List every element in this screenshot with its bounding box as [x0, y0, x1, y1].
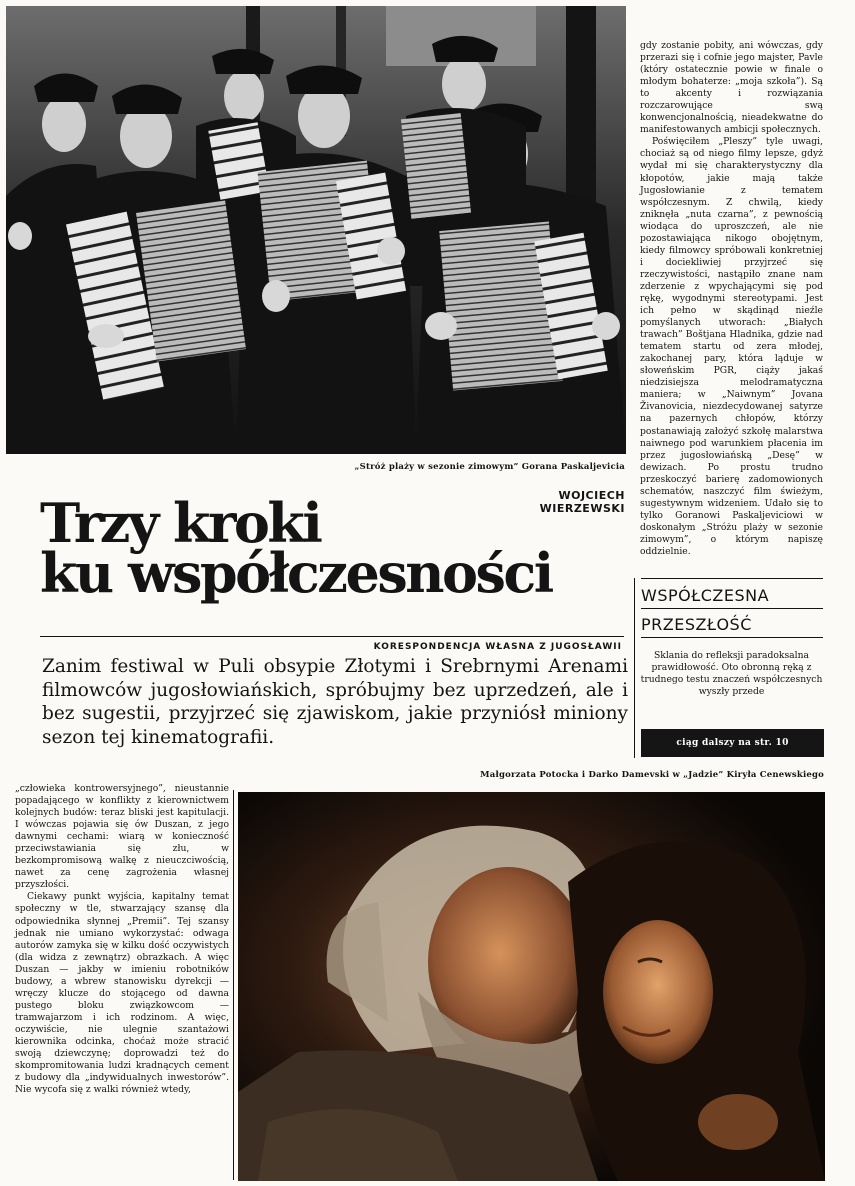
photo-accordion-players: [6, 6, 626, 454]
aside-mid-rule: [641, 608, 823, 609]
left-paragraph-1: „człowieka kontrowersyjnego”, nieustannie popadającego w konflikty z kierownictwem kolejnych budów: teraz bliski jest kapitulacji. I wówczas pojawia się ów Duszan, z jego dawnymi cechami: wiarą w konieczność przeciwstawiania się złu, w bezkompromisową walkę z nieuczciwością, nawet za cenę zagrożenia własnej przyszłości.: [15, 783, 229, 891]
aside-vertical-rule: [634, 578, 635, 758]
photo-top-caption: „Stróż plaży w sezonie zimowym” Gorana Paskaljevicia: [354, 462, 625, 472]
right-paragraph-1: gdy zostanie pobity, ani wówczas, gdy przerazi się i cofnie jego majster, Pavle (który ostatecznie powie w finale o młodym bohaterze: „moja szkoła”). Są to akcenty i rozwiązania rozczarowujące swą konwencjonalnością, nieadekwatne do manifestowanych ambicji społecznych.: [640, 40, 823, 136]
author-first-name: WOJCIECH: [558, 489, 625, 502]
aside-top-rule: [641, 578, 823, 579]
aside-title-line-1: WSPÓŁCZESNA: [641, 586, 770, 605]
right-paragraph-2: Poświęciłem „Pleszy” tyle uwagi, chociaż są od niego filmy lepsze, gdyż wydał mi się charakterystyczny dla kłopotów, jakie mają także Jugosłowianie z tematem współczesnym. Z chwilą, kiedy zniknęła „nuta czarna”, z pewnością wiodąca do uproszczeń, ale nie pozostawiająca nikogo obojętnym, kiedy filmowcy spróbowali konkretniej i dociekliwiej przyjrzeć się rzeczywistości, nastąpiło znane nam zderzenie z wpychającymi się pod rękę, wygodnymi stereotypami. Jest ich pełno w skądinąd nieźle pomyślanych utworach: „Białych trawach” Boštjana Hladnika, gdzie nad tematem startu od zera młodej, zakochanej pary, która ląduje w słoweńskim PGR, ciąży jakaś niedzisiejsza melodramatyczna maniera; w „Naiwnym” Jovana Živanovicia, niezdecydowanej satyrze na pazernych chłopów, którzy postanawiają założyć szkołę malarstwa naiwnego pod warunkiem płacenia im przez jugosłowiańską „Desę” w dewizach. Po prostu trudno przeskoczyć barierę zadomowionych schematów, naszczyć film świeżym, sugestywnym widzeniem. Udało się to tylko Goranowi Paskaljeviciowi w doskonałym „Stróżu plaży w sezonie zimowym”, o którym napiszę oddzielnie.: [640, 136, 823, 557]
headline-line-1: Trzy kroki: [40, 491, 321, 555]
photo-couple: [238, 792, 825, 1181]
lead-paragraph: Zanim festiwal w Puli obsypie Złotymi i Srebrnymi Arenami filmowców jugosłowiańskich, spróbujmy bez uprzedzeń, ale i bez sugestii, przyjrzeć się zjawiskom, jakie przyniósł miniony sezon tej kinematografii.: [42, 656, 628, 748]
photo-illustration: [6, 6, 626, 454]
left-paragraph-2: Ciekawy punkt wyjścia, kapitalny temat społeczny w tle, stwarzający szansę dla odpowiednika słynnej „Premii”. Tej szansy jednak nie umiano wykorzystać: odwaga autorów zamyka się w kilku dość oczywistych (dla widza z zewnątrz) obrazkach. A więc Duszan — jakby w imieniu robotników budowy, a wbrew stanowisku dyrekcji — wręczy klucze do stojącego od dawna pustego bloku związkowcom — tramwajarzom i ich rodzinom. A więc, oczywiście, nie ulegnie szantażowi kierownika odcinka, choćaż może stracić swoją dziewczynę; doprowadzi też do skompromitowania ludzi kradnących cement z budowy dla „indywidualnych inwestorów”. Nie wycofa się z walki również wtedy,: [15, 891, 229, 1096]
kicker-rule: [40, 636, 624, 637]
photo-illustration: [238, 792, 825, 1181]
photo-bottom-caption: Małgorzata Potocka i Darko Damevski w „Jadzie” Kiryła Cenewskiego: [480, 770, 824, 780]
aside-title-line-2: PRZESZŁOŚĆ: [641, 615, 752, 634]
headline-line-2: ku współczesności: [40, 541, 552, 605]
kicker: KORESPONDENCJA WŁASNA Z JUGOSŁAWII: [373, 642, 622, 652]
author-last-name: WIERZEWSKI: [539, 502, 625, 515]
continued-banner: ciąg dalszy na str. 10: [641, 729, 824, 757]
aside-text: Sklania do refleksji paradoksalna prawidłowość. Oto obronną ręką z trudnego testu znaczeń współczesnych wyszły przede: [640, 650, 823, 697]
left-column-text: [15, 783, 229, 1096]
right-column-text: [640, 40, 823, 558]
aside-bottom-rule: [641, 637, 823, 638]
column-divider: [233, 790, 234, 1180]
